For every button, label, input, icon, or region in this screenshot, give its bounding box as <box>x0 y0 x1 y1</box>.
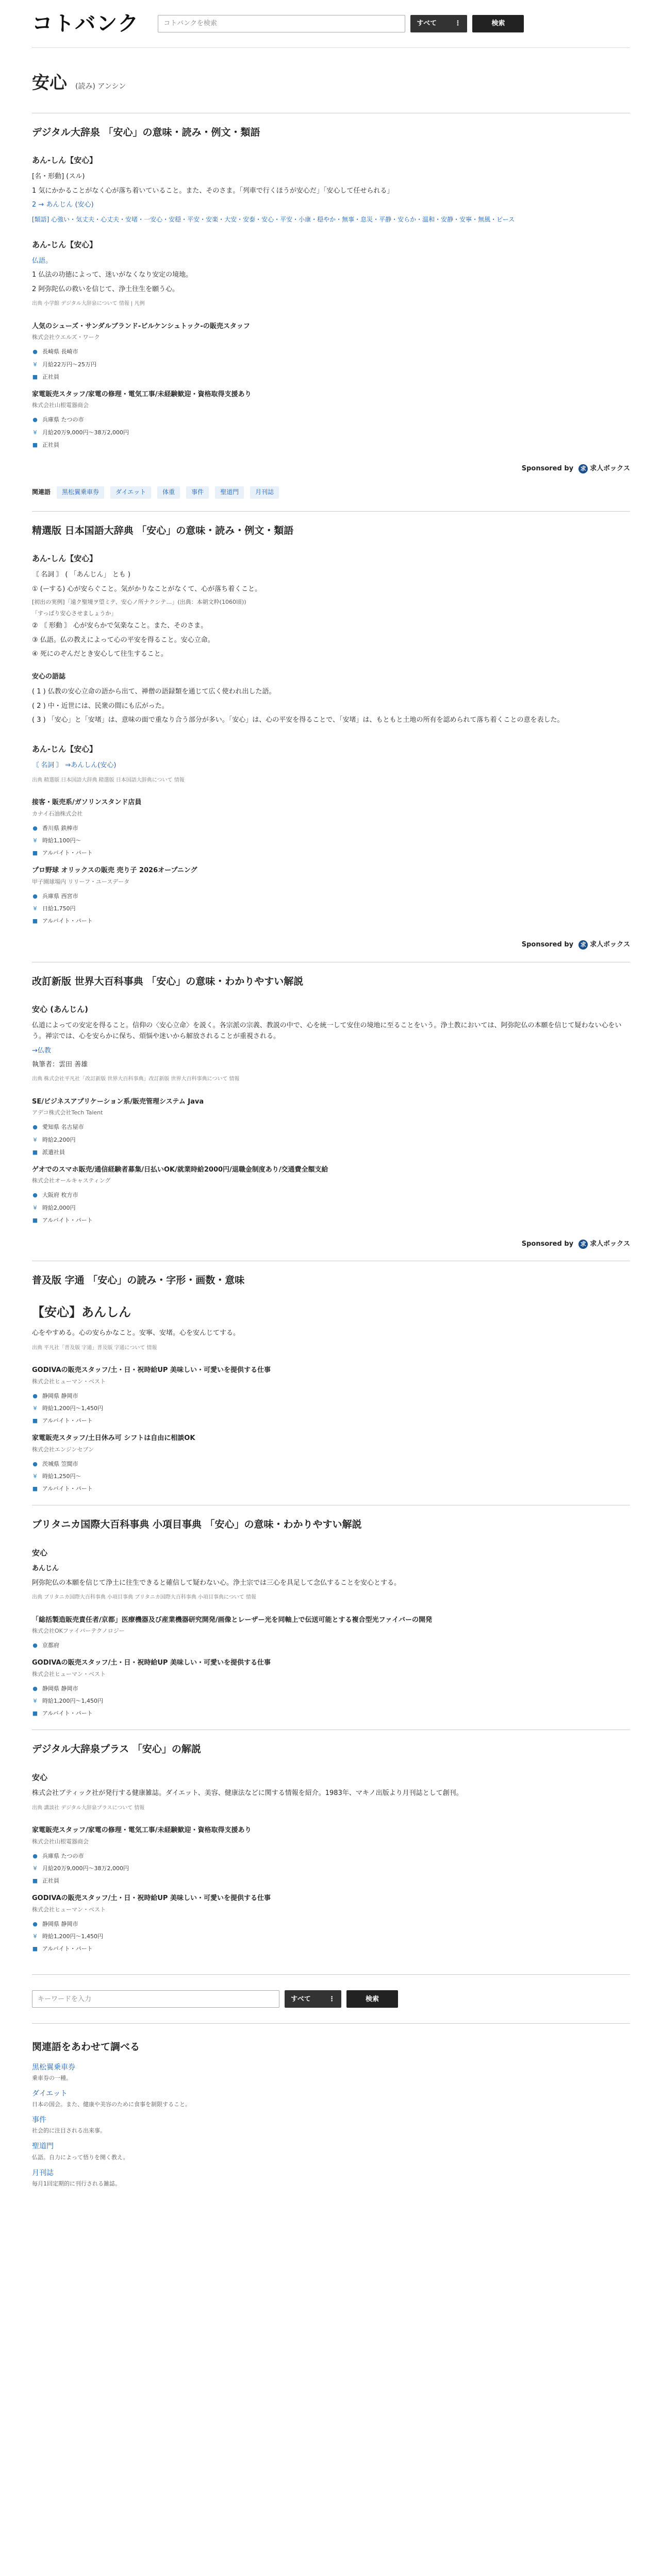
sponsor-brand: 求人ボックス <box>590 941 630 949</box>
job-ad-place: 兵庫県 たつの市 <box>42 1852 84 1859</box>
job-ad-place: 静岡県 静岡市 <box>42 1685 78 1692</box>
job-ad-place-row <box>32 892 630 901</box>
entry-def: ③ 仏語。仏の教えによって心の平安を得ること。安心立命。 <box>32 636 214 644</box>
sponsor-label: Sponsored by <box>521 941 574 949</box>
job-ad-type: 派遣社員 <box>42 1148 65 1156</box>
job-ad-pay-row <box>32 836 630 845</box>
job-ad[interactable] <box>32 389 630 450</box>
job-ad-pay-row <box>32 1472 630 1481</box>
job-ad-place-row <box>32 1191 630 1200</box>
yen-icon: ¥ <box>33 1136 37 1143</box>
briefcase-icon: ■ <box>32 1216 38 1224</box>
sponsor-label: Sponsored by <box>521 1240 574 1248</box>
job-ad-pay: 月給20万9,000円〜38万2,000円 <box>42 429 129 436</box>
source-note: 出典 講談社 デジタル大辞泉プラスについて 情報 <box>32 1805 145 1811</box>
job-ad-place-row <box>32 347 630 357</box>
related-item[interactable] <box>32 2088 630 2109</box>
entry-body: 株式会社ブティック社が発行する健康雑誌。ダイエット、美容、健康法などに関する情報を紹介。1983年、マキノ出版より月刊誌として創刊。 <box>32 1789 463 1798</box>
yen-icon: ¥ <box>33 837 37 844</box>
entry-reading: あんじん <box>32 1565 59 1573</box>
job-ad-type: アルバイト・パート <box>42 1485 93 1493</box>
related-item[interactable] <box>32 2167 630 2189</box>
section-britannica <box>32 1505 630 1718</box>
location-icon: ● <box>32 1192 38 1199</box>
entry-head: あん‐じん【安心】 <box>32 744 97 754</box>
source-note: 出典 ブリタニカ国際大百科事典 小項目事典 ブリタニカ国際大百科事典 小項目事典について 情報 <box>32 1595 256 1601</box>
note-item: ( 2 ) 中・近世には、民衆の間にも広がった。 <box>32 702 169 710</box>
job-ad-place-row <box>32 1684 630 1693</box>
entry-author: 執筆者：雲田 善雄 <box>32 1060 88 1069</box>
job-ad-pay-row <box>32 1136 630 1145</box>
job-ad-company: 株式会社ヒューマン・ベスト <box>32 1906 106 1913</box>
briefcase-icon: ■ <box>32 917 38 924</box>
job-ad-title[interactable]: 接客・販売系/ガソリンスタンド店員 <box>32 799 142 807</box>
location-icon: ● <box>32 1920 38 1927</box>
job-ad-list <box>32 1825 630 1954</box>
job-ad[interactable] <box>32 1615 630 1651</box>
location-icon: ● <box>32 1392 38 1399</box>
job-ad-type-row <box>32 1216 630 1225</box>
briefcase-icon: ■ <box>32 1148 38 1156</box>
section-heibonsha <box>32 962 630 1250</box>
kyujinbox-logo-icon: 求 <box>578 1240 588 1249</box>
search-category-label: すべて <box>417 20 437 28</box>
job-ad-pay-row <box>32 1932 630 1941</box>
sponsor-line[interactable] <box>32 1239 630 1249</box>
job-ad[interactable] <box>32 1657 630 1718</box>
job-ad-pay-row <box>32 360 630 369</box>
page-title-row <box>32 69 630 97</box>
job-ad-pay-row <box>32 1864 630 1873</box>
job-ad-place-row <box>32 1852 630 1861</box>
job-ad-pay: 時給2,200円 <box>42 1136 76 1143</box>
footer-search-bar <box>32 1974 630 2024</box>
job-ad-type-row <box>32 1484 630 1494</box>
job-ad[interactable] <box>32 797 630 858</box>
related-item-title[interactable]: ダイエット <box>32 2089 68 2098</box>
entry-pos: 〘 名詞 〙 ( 「あんじん」 とも ) <box>32 571 130 579</box>
job-ad-place: 静岡県 静岡市 <box>42 1920 78 1927</box>
kyujinbox-logo-icon: 求 <box>578 940 588 950</box>
entry-example: 「すっぱり安心させましょうか」 <box>32 610 117 617</box>
job-ad-title[interactable]: プロ野球 オリックスの販売 売り子 2026オープニング <box>32 867 197 875</box>
job-ad-pay: 月給20万9,000円〜38万2,000円 <box>42 1865 129 1872</box>
job-ad-pay: 時給1,200円〜1,450円 <box>42 1404 103 1412</box>
related-words-label: 関連語 <box>32 488 51 496</box>
job-ad-pay-row <box>32 1404 630 1413</box>
search-category-select[interactable] <box>410 15 467 32</box>
location-icon: ● <box>32 348 38 355</box>
entry-head: 安心 (あんじん) <box>32 1004 88 1014</box>
job-ad-type-row <box>32 917 630 926</box>
entry-def: ① (ーする) 心が安らぐこと。気がかりなことがなくて、心が落ち着くこと。 <box>32 585 262 593</box>
section-heading: デジタル大辞泉 「安心」の意味・読み・例文・類語 <box>32 127 260 139</box>
briefcase-icon: ■ <box>32 1485 38 1493</box>
job-ad-title[interactable]: 人気のシューズ・サンダルブランド-ビルケンシュトック-の販売スタッフ <box>32 322 250 330</box>
entry-body: 阿弥陀仏の本願を信じて浄土に往生できると確信して疑わない心。浄土宗では三心を具足して念仏することを安心とする。 <box>32 1579 401 1587</box>
job-ad-place-row <box>32 1460 630 1469</box>
entry-example: [初出の実例]「遠ク聖境ヲ望ミテ、安心ノ所ナクシテ…」(出典：本朝文粋(1060頃)) <box>32 599 246 606</box>
entry-def: 1 仏法の功徳によって、迷いがなくなり安定の境地。 <box>32 271 193 279</box>
job-ad-company: 株式会社ヒューマン・ベスト <box>32 1670 106 1677</box>
job-ad-type-row <box>32 372 630 382</box>
sponsor-brand: 求人ボックス <box>590 464 630 472</box>
job-ad-company: 株式会社OKファイバーテクノロジー <box>32 1628 125 1635</box>
location-icon: ● <box>32 1460 38 1467</box>
location-icon: ● <box>32 1685 38 1692</box>
job-ad-place: 京都府 <box>42 1642 59 1649</box>
kanji-word: 【安心】あんしん <box>32 1304 131 1319</box>
job-ad-company: 株式会社山根電器商会 <box>32 402 89 409</box>
job-ad-pay-row <box>32 428 630 437</box>
footer-category-label: すべて <box>291 1995 311 2003</box>
job-ad-type: アルバイト・パート <box>42 1417 93 1425</box>
job-ad-pay-row <box>32 1204 630 1213</box>
entry-pos: [名・形動] (スル) <box>32 173 85 181</box>
job-ad-pay: 時給1,200円〜1,450円 <box>42 1698 103 1705</box>
note-item: ( 1 ) 仏教の安心立命の語から出て、禅僧の語録類を通じて広く使われ出した語。 <box>32 688 276 696</box>
location-icon: ● <box>32 1124 38 1131</box>
job-ad-pay-row <box>32 904 630 913</box>
section-heading: ブリタニカ国際大百科事典 小項目事典 「安心」の意味・わかりやすい解説 <box>32 1519 362 1531</box>
sponsor-line[interactable] <box>32 463 630 474</box>
entry-head: 安心 <box>32 1548 48 1557</box>
job-ad[interactable] <box>32 1433 630 1494</box>
briefcase-icon: ■ <box>32 373 38 380</box>
job-ad-place: 大阪府 枚方市 <box>42 1192 78 1199</box>
briefcase-icon: ■ <box>32 1877 38 1885</box>
related-item[interactable] <box>32 2114 630 2136</box>
job-ad-type-row <box>32 1709 630 1718</box>
job-ad-type: 正社員 <box>42 373 59 380</box>
job-ad-type-row <box>32 1876 630 1886</box>
job-ad-pay: 月給22万円〜25万円 <box>42 361 96 368</box>
kyujinbox-logo-icon: 求 <box>578 464 588 473</box>
job-ad-place-row <box>32 415 630 425</box>
source-note: 出典 小学館 デジタル大辞泉について 情報 | 凡例 <box>32 301 145 307</box>
sponsor-line[interactable] <box>32 939 630 950</box>
entry-cross-ref-link[interactable]: 2 → あんじん (安心) <box>32 201 94 209</box>
job-ad-company: 株式会社エンジンセブン <box>32 1446 94 1453</box>
job-ad-place-row <box>32 824 630 833</box>
job-ad-type: アルバイト・パート <box>42 1216 93 1224</box>
related-item-desc: 毎月1回定期的に刊行される雑誌。 <box>32 2180 121 2187</box>
job-ad[interactable] <box>32 865 630 926</box>
job-ad-type: アルバイト・パート <box>42 849 93 856</box>
job-ad-place: 茨城県 笠間市 <box>42 1460 78 1467</box>
job-ad-type-row <box>32 440 630 450</box>
footer-search-button[interactable]: 検索 <box>346 1990 398 2008</box>
job-ad-type: 正社員 <box>42 1877 59 1885</box>
job-ad-title[interactable]: 家電販売スタッフ/家電の修理・電気工事/未経験歓迎・資格取得支援あり <box>32 1826 252 1835</box>
job-ad-company: 株式会社山根電器商会 <box>32 1838 89 1845</box>
related-heading: 関連語をあわせて調べる <box>32 2041 140 2053</box>
job-ad-place: 兵庫県 西宮市 <box>42 892 78 900</box>
entry-def: ② 〘 形動 〙 心が安らかで気楽なこと。また、そのさま。 <box>32 622 208 630</box>
footer-search-input[interactable]: キーワードを入力 <box>32 1990 279 2008</box>
related-word-chip[interactable]: ダイエット <box>110 486 151 499</box>
job-ad-pay: 時給2,000円 <box>42 1204 76 1211</box>
job-ad-type: アルバイト・パート <box>42 1710 93 1717</box>
related-item[interactable] <box>32 2141 630 2162</box>
yen-icon: ¥ <box>33 905 37 912</box>
job-ad-title[interactable]: GODIVAの販売スタッフ/土・日・祝時給UP 美味しい・可愛いを提供する仕事 <box>32 1894 271 1903</box>
site-header <box>32 0 630 48</box>
job-ad-list <box>32 1615 630 1719</box>
job-ad-pay-row <box>32 1697 630 1706</box>
job-ad-place-row <box>32 1641 630 1650</box>
yen-icon: ¥ <box>33 1865 37 1872</box>
related-word-chip[interactable]: 体重 <box>157 486 180 499</box>
job-ad-title[interactable]: GODIVAの販売スタッフ/土・日・祝時給UP 美味しい・可愛いを提供する仕事 <box>32 1366 271 1375</box>
job-ad-list <box>32 1365 630 1494</box>
related-item-title[interactable]: 事件 <box>32 2116 46 2125</box>
job-ad-place-row <box>32 1123 630 1132</box>
briefcase-icon: ■ <box>32 849 38 856</box>
synonym-links[interactable]: [類語] 心強い・気丈夫・心丈夫・安堵・一安心・安穏・平安・安楽・大安・安泰・安心・平安・小康・穏やか・無事・息災・平静・安らか・温和・安静・安寧・無風・ピース <box>32 215 515 223</box>
section-jitsu <box>32 1261 630 1494</box>
related-item[interactable] <box>32 2062 630 2083</box>
job-ad-list <box>32 797 630 926</box>
job-ad-company: 株式会社ヒューマン・ベスト <box>32 1378 106 1385</box>
job-ad-pay: 時給1,200円〜1,450円 <box>42 1933 103 1940</box>
job-ad-company: 株式会社ウエルズ・ワーク <box>32 334 100 341</box>
job-ad-company: カナイ石油株式会社 <box>32 810 83 817</box>
related-section <box>32 2039 630 2189</box>
job-ad-place: 兵庫県 たつの市 <box>42 416 84 423</box>
entry-head: 安心 <box>32 1772 48 1782</box>
sponsor-brand: 求人ボックス <box>590 1240 630 1248</box>
entry-def: 2 阿弥陀仏の救いを信じて、浄土往生を願う心。 <box>32 285 179 293</box>
note-head: 安心の語誌 <box>32 672 66 681</box>
job-ad-place: 静岡県 静岡市 <box>42 1392 78 1399</box>
job-ad-type: アルバイト・パート <box>42 1945 93 1953</box>
job-ad-title[interactable]: GODIVAの販売スタッフ/土・日・祝時給UP 美味しい・可愛いを提供する仕事 <box>32 1659 271 1667</box>
job-ad-title[interactable]: 「総括製造販売責任者/京都」医療機器及び産業機器研究開発/画像とレーザー光を同軸上で伝送可能とする複合型光ファイバーの開発 <box>32 1616 432 1624</box>
source-note: 出典 精選版 日本国語大辞典 精選版 日本国語大辞典について 情報 <box>32 777 185 783</box>
page-wrapper <box>32 0 630 2576</box>
site-logo[interactable]: コトバンク <box>32 12 140 36</box>
footer-category-select[interactable] <box>285 1990 341 2008</box>
job-ad[interactable] <box>32 1365 630 1426</box>
job-ad[interactable] <box>32 1096 630 1157</box>
job-ad[interactable] <box>32 321 630 382</box>
job-ad-title[interactable]: ゲオでのスマホ販売/通信経験者募集/日払いOK/就業時給2000円/退職金制度あり/交通費全額支給 <box>32 1165 328 1174</box>
location-icon: ● <box>32 1852 38 1859</box>
related-word-chip[interactable]: 聖道門 <box>215 486 244 499</box>
job-ad[interactable] <box>32 1893 630 1954</box>
job-ad-place: 香川県 鉄棒市 <box>42 824 78 832</box>
job-ad[interactable] <box>32 1825 630 1886</box>
related-item-desc: 仏語。自力によって悟りを開く教え。 <box>32 2154 129 2161</box>
sponsor-label: Sponsored by <box>521 464 574 472</box>
related-item-desc: 日本の国会。また、健康や美容のために食事を制限すること。 <box>32 2101 191 2108</box>
entry-cross-ref-link[interactable]: 〘 名詞 〙 ⇒あんしん(安心) <box>32 761 117 770</box>
yen-icon: ¥ <box>33 1472 37 1480</box>
section-heading: デジタル大辞泉プラス 「安心」の解説 <box>32 1743 201 1755</box>
job-ad-pay: 日給1,750円 <box>42 905 76 912</box>
job-ad[interactable] <box>32 1164 630 1225</box>
entry-head: あん‐しん【安心】 <box>32 554 97 564</box>
source-note: 出典 平凡社「普及版 字通」普及版 字通について 情報 <box>32 1345 157 1351</box>
entry-body: 心をやすめる。心の安らかなこと。安寧、安堵。心を安んじてする。 <box>32 1329 240 1337</box>
job-ad-type-row <box>32 1416 630 1426</box>
yen-icon: ¥ <box>33 361 37 368</box>
job-ad-place-row <box>32 1392 630 1401</box>
section-heading: 精選版 日本国語大辞典 「安心」の意味・読み・例文・類語 <box>32 525 294 537</box>
job-ad-type: 正社員 <box>42 441 59 448</box>
section-nikkoku <box>32 511 630 950</box>
job-ad-type-row <box>32 849 630 858</box>
location-icon: ● <box>32 1642 38 1649</box>
job-ad-title[interactable]: 家電販売スタッフ/土日休み可 シフトは自由に相談OK <box>32 1434 195 1443</box>
job-ad-place: 愛知県 名古屋市 <box>42 1124 84 1131</box>
job-ad-place: 長崎県 長崎市 <box>42 348 78 355</box>
entry-def: 1 気にかかることがなく心が落ち着いていること。また、そのさま。「列車で行くほうが安心だ」「安心して任せられる」 <box>32 187 394 195</box>
job-ad-type-row <box>32 1944 630 1954</box>
related-item-desc: 社会的に注目される出来事。 <box>32 2127 106 2134</box>
job-ad-title[interactable]: 家電販売スタッフ/家電の修理・電気工事/未経験歓迎・資格取得支援あり <box>32 390 252 398</box>
entry-def: ④ 死にのぞんだとき安心して往生すること。 <box>32 650 168 658</box>
yen-icon: ¥ <box>33 1933 37 1940</box>
related-item-title[interactable]: 黒松翼乗車券 <box>32 2063 75 2072</box>
yen-icon: ¥ <box>33 1404 37 1412</box>
search-input[interactable]: コトバンクを検索 <box>158 15 405 32</box>
chevron-down-icon: ⋮ <box>454 20 461 28</box>
page-reading: (読み) アンシン <box>75 82 126 91</box>
related-item-title[interactable]: 月刊誌 <box>32 2168 54 2177</box>
job-ad-type: アルバイト・パート <box>42 917 93 924</box>
section-daijisen <box>32 113 630 474</box>
job-ad-type-row <box>32 1148 630 1157</box>
yen-icon: ¥ <box>33 429 37 436</box>
job-ad-company: 株式会社オールキャスティング <box>32 1177 111 1184</box>
job-ad-company: 甲子園球場内 リリーフ・ユースデータ <box>32 878 130 885</box>
entry-def[interactable]: 仏語。 <box>32 257 53 265</box>
job-ad-title[interactable]: SE/ビジネスアプリケーション系/販売管理システム Java <box>32 1097 204 1106</box>
yen-icon: ¥ <box>33 1204 37 1211</box>
chevron-down-icon: ⋮ <box>328 1995 335 2003</box>
location-icon: ● <box>32 824 38 832</box>
briefcase-icon: ■ <box>32 441 38 448</box>
section-heading: 改訂新版 世界大百科事典 「安心」の意味・わかりやすい解説 <box>32 975 304 987</box>
search-button[interactable]: 検索 <box>472 15 524 32</box>
job-ad-pay: 時給1,100円〜 <box>42 837 81 844</box>
job-ad-list <box>32 321 630 450</box>
related-words-bar <box>32 486 630 499</box>
note-item: ( 3 ) 「安心」と「安堵」は、意味の面で重なり合う部分が多い。「安心」は、心の平安を得ることで、「安堵」は、もともと土地の所有を認められて落ち着くことの意を表した。 <box>32 716 564 724</box>
page-title: 安心 <box>32 73 67 93</box>
entry-head: あん‐じん【安心】 <box>32 240 97 250</box>
related-item-title[interactable]: 聖道門 <box>32 2142 54 2151</box>
section-heading: 普及版 字通 「安心」の読み・字形・画数・意味 <box>32 1275 245 1286</box>
briefcase-icon: ■ <box>32 1710 38 1717</box>
job-ad-company: アデコ株式会社Tech Talent <box>32 1109 103 1116</box>
entry-head: あん‐しん【安心】 <box>32 156 97 165</box>
job-ad-pay: 時給1,250円〜 <box>42 1472 81 1480</box>
entry-see-link[interactable]: →仏教 <box>32 1046 51 1055</box>
location-icon: ● <box>32 892 38 900</box>
job-ad-list <box>32 1096 630 1225</box>
source-note: 出典 株式会社平凡社「改訂新版 世界大百科事典」改訂新版 世界大百科事典について 情報 <box>32 1076 240 1082</box>
related-word-chip[interactable]: 月刊誌 <box>250 486 279 499</box>
entry-body: 仏道によっての安定を得ること。信仰の〈安心立命〉を説く。各宗派の宗義、教説の中で、心を統一して安住の境地に至ることをいう。浄土教においては、阿弥陀仏の本願を信じて疑わない心をいう。禅宗では、心を安らかに保ち、煩悩や迷いから解放されることが重視される。 <box>32 1021 622 1041</box>
briefcase-icon: ■ <box>32 1945 38 1953</box>
job-ad-place-row <box>32 1920 630 1929</box>
location-icon: ● <box>32 416 38 423</box>
yen-icon: ¥ <box>33 1698 37 1705</box>
related-word-chip[interactable]: 黒松翼乗車券 <box>57 486 104 499</box>
related-item-desc: 乗車券の一種。 <box>32 2074 72 2081</box>
briefcase-icon: ■ <box>32 1417 38 1425</box>
related-word-chip[interactable]: 事件 <box>186 486 209 499</box>
section-daijisen-plus <box>32 1730 630 1954</box>
